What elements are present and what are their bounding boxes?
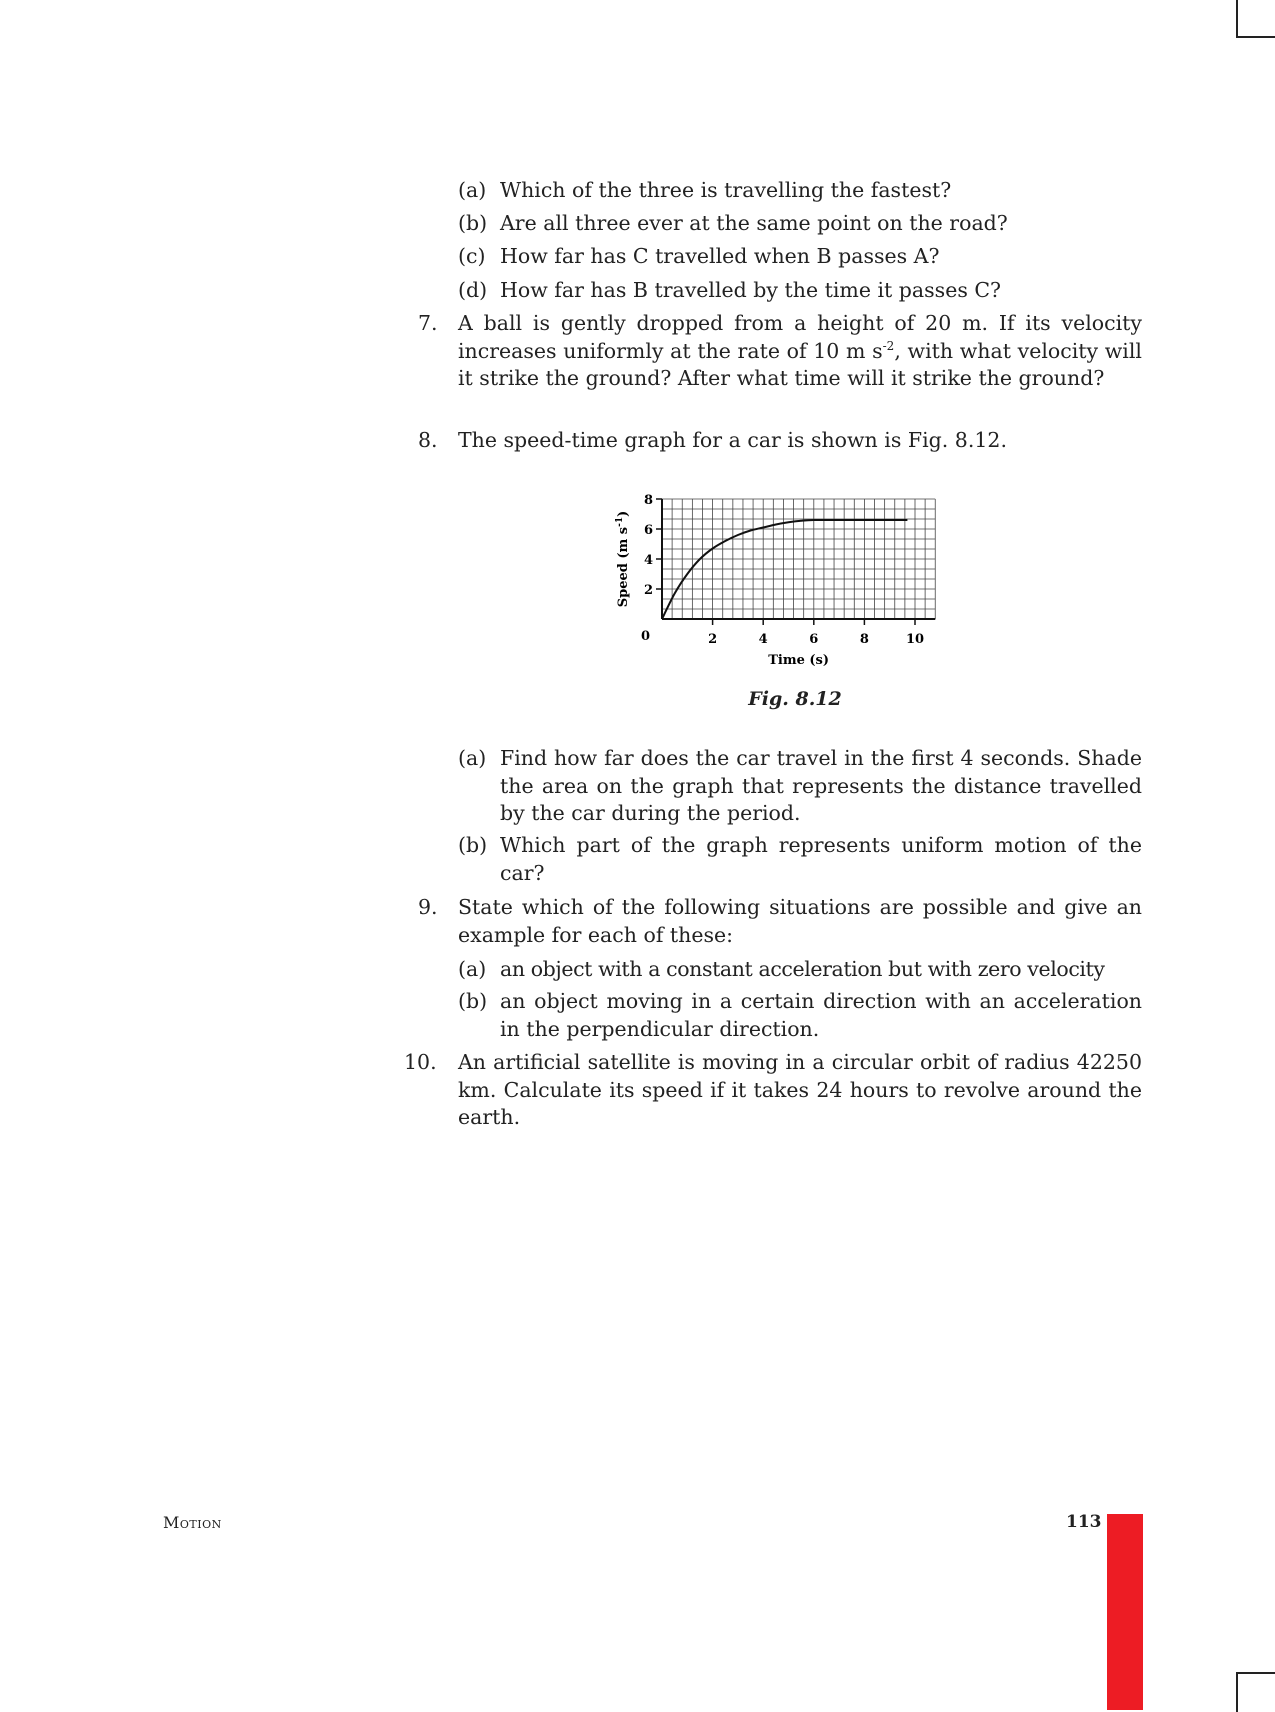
- q6-part-a-label: (a): [458, 178, 487, 202]
- q6-part-d-label: (d): [458, 278, 488, 302]
- x-tick-label: 2: [708, 632, 718, 647]
- y-axis-label-main: Speed (m s: [616, 526, 631, 608]
- q7-text-after: , with what velocity will it strike the ground? After what time will it strike the ground?: [458, 338, 1142, 390]
- y-tick-label: 2: [643, 583, 653, 598]
- y-axis-label: [615, 511, 631, 608]
- chapter-name: Motion: [163, 1513, 222, 1532]
- q9-part-a: an object with a constant acceleration but with zero velocity: [500, 957, 1105, 981]
- y-tick-label: 8: [643, 493, 653, 508]
- x-axis-label: Time (s): [768, 653, 830, 668]
- y-axis-label-end: ): [616, 510, 631, 517]
- speed-curve: [662, 520, 907, 619]
- q6-part-a: Which of the three is travelling the fastest?: [500, 178, 952, 202]
- crop-mark-bottom: [1236, 1672, 1275, 1712]
- q9-part-b-label: (b): [458, 989, 488, 1013]
- q6-part-c: How far has C travelled when B passes A?: [500, 244, 940, 268]
- page-number: 113: [1066, 1512, 1102, 1532]
- q8-part-a-label: (a): [458, 746, 487, 770]
- q7-text: [458, 310, 1142, 393]
- q8-text: The speed-time graph for a car is shown is Fig. 8.12.: [458, 428, 1007, 452]
- q9-number: 9.: [418, 895, 438, 919]
- q6-part-b: Are all three ever at the same point on the road?: [500, 211, 1008, 235]
- q8-number: 8.: [418, 428, 438, 452]
- y-tick-label: 6: [643, 523, 653, 538]
- crop-mark-top: [1236, 0, 1275, 38]
- y-axis-label-sup: -1: [615, 516, 625, 527]
- page-accent-bar: [1107, 1514, 1143, 1710]
- q9-part-a-label: (a): [458, 957, 487, 981]
- q6-part-b-label: (b): [458, 211, 488, 235]
- q6-part-d: How far has B travelled by the time it passes C?: [500, 278, 1002, 302]
- x-tick-label: 10: [905, 632, 925, 647]
- q8-part-b-label: (b): [458, 833, 488, 857]
- figure-caption: Fig. 8.12: [748, 688, 842, 710]
- x-tick-label: 8: [859, 632, 869, 647]
- origin-label: 0: [640, 629, 650, 644]
- x-tick-label: 4: [758, 632, 768, 647]
- q6-part-c-label: (c): [458, 244, 486, 268]
- q8-part-a: Find how far does the car travel in the first 4 seconds. Shade the area on the graph that represents the distance travelled by the car during the period.: [500, 746, 1142, 825]
- x-tick-label: 6: [809, 632, 819, 647]
- q8-part-b: Which part of the graph represents uniform motion of the car?: [500, 833, 1142, 885]
- q7-number: 7.: [418, 311, 438, 335]
- q10-number: 10.: [404, 1050, 437, 1074]
- q9-part-b: an object moving in a certain direction with an acceleration in the perpendicular direction.: [500, 989, 1142, 1041]
- q7-text-before: A ball is gently dropped from a height of 20 m. If its velocity increases uniformly at the rate of 10 m s: [458, 311, 1142, 363]
- speed-time-chart: [600, 480, 990, 680]
- y-tick-label: 4: [643, 553, 653, 568]
- q7-sup: -2: [882, 338, 895, 353]
- q9-text: State which of the following situations are possible and give an example for each of these:: [458, 895, 1142, 947]
- q10-text: An artificial satellite is moving in a circular orbit of radius 42250 km. Calculate its speed if it takes 24 hours to revolve around the earth.: [458, 1050, 1142, 1129]
